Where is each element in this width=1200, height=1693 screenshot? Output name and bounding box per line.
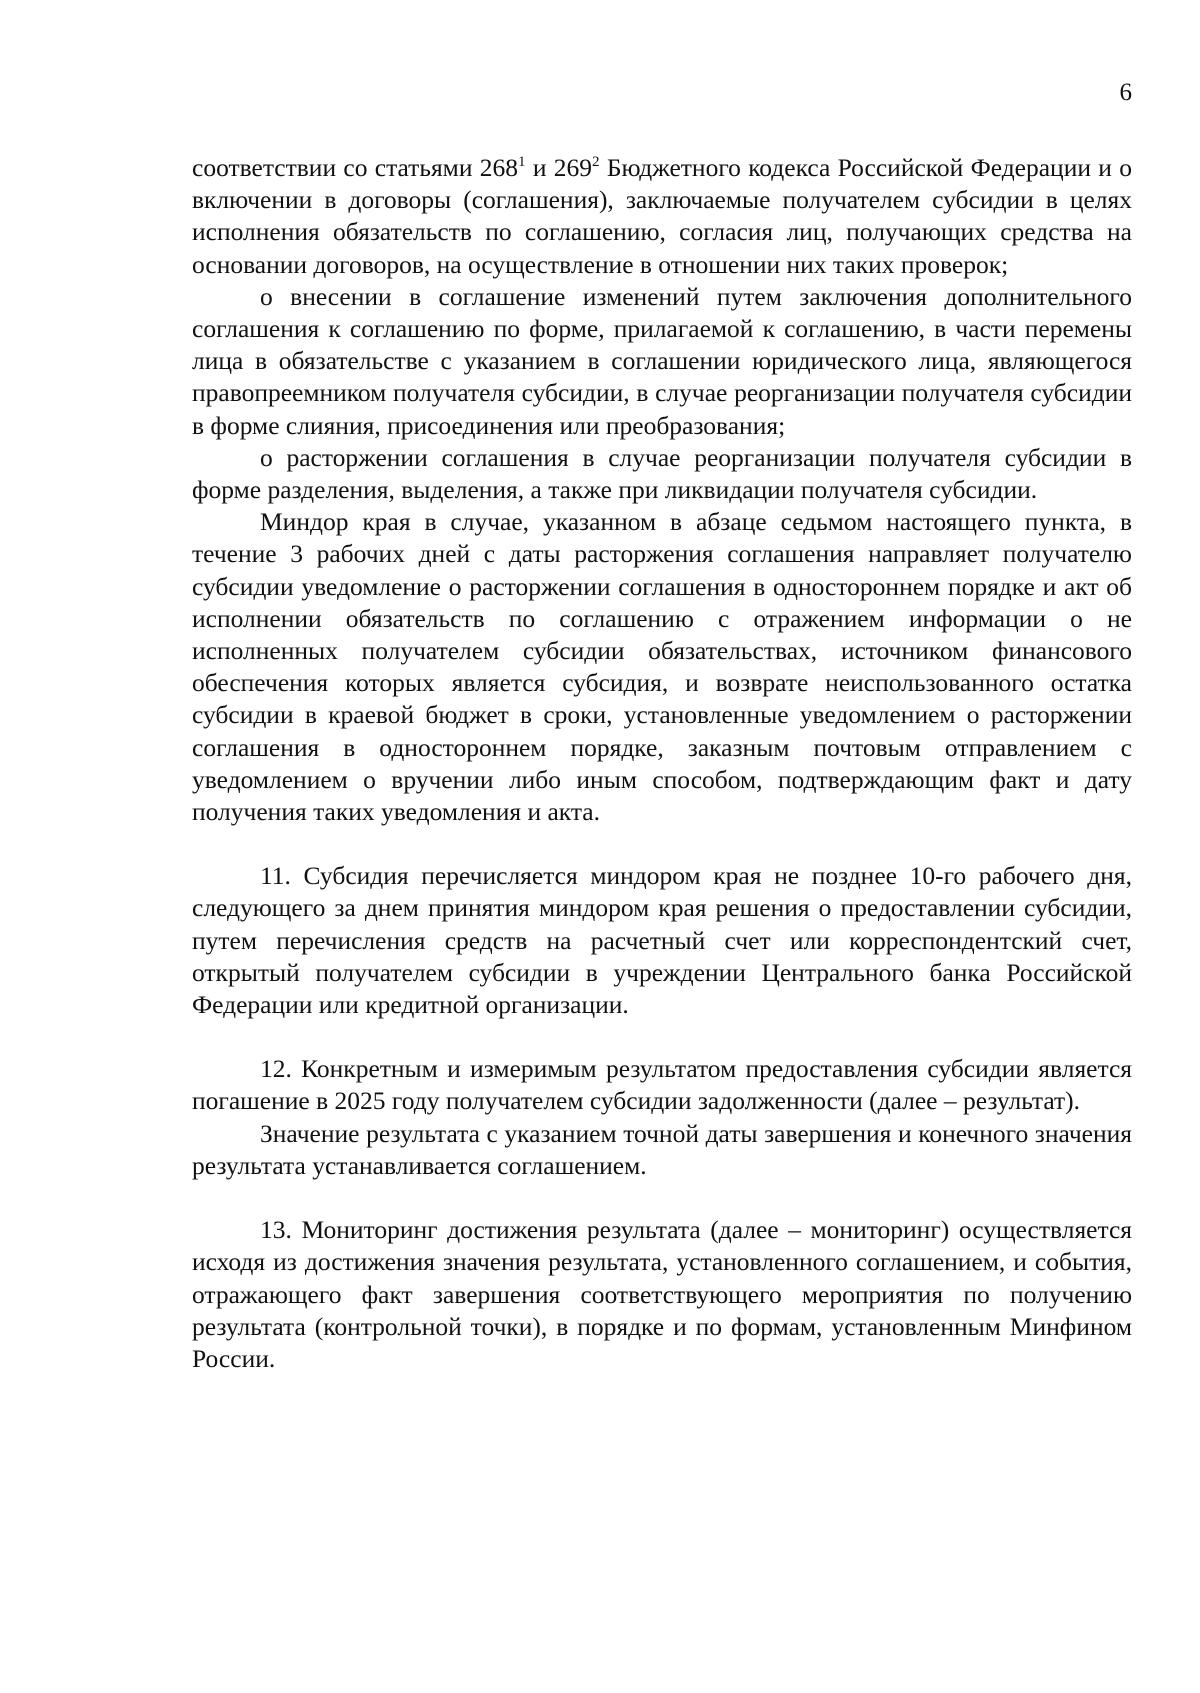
paragraph-11: 11. Субсидия перечисляется миндором края не позднее 10-го рабочего дня, следующего за днем принятия миндором края решения о предоставлении субсидии, путем перечисления средств на расчетный счет или корреспондентский счет, открытый получателем субсидии в учреждении Центрального банка Российской Федерации или кредитной организации. (192, 861, 1132, 1020)
page-number: 6 (1119, 79, 1132, 106)
paragraph-spacer (192, 1021, 1132, 1053)
paragraph-text: и 269 (525, 153, 593, 182)
superscript: 2 (592, 153, 600, 170)
paragraph-text: соответствии со статьями 268 (192, 153, 519, 182)
paragraph-spacer (192, 1182, 1132, 1214)
paragraph-termination: о расторжении соглашения в случае реорганизации получателя субсидии в форме разделения, выделения, а также при ликвидации получателя субсидии. (192, 442, 1132, 505)
paragraph-12: 12. Конкретным и измеримым результатом предоставления субсидии является погашение в 2025 году получателем субсидии задолженности (далее – результат). (192, 1054, 1132, 1116)
paragraph-12-result-value: Значение результата с указанием точной даты завершения и конечного значения результата устанавливается соглашением. (192, 1118, 1132, 1180)
paragraph-notice: Миндор края в случае, указанном в абзаце седьмом настоящего пункта, в течение 3 рабочих дней с даты расторжения соглашения направляет получателю субсидии уведомление о расторжении соглашения в одностороннем порядке и акт об исполнении обязательств по соглашению с отражением информации о не исполненных получателем субсидии обязательствах, источником финансового обеспечения которых является субсидия, и возврате неиспользованного остатка субсидии в краевой бюджет в сроки, установленные уведомлением о расторжении соглашения в одностороннем порядке, заказным почтовым отправлением с уведомлением о вручении либо иным способом, подтверждающим факт и дату получения таких уведомления и акта. (192, 507, 1132, 827)
paragraph-continuation (192, 152, 1132, 281)
document-body (192, 152, 1132, 1375)
superscript: 1 (518, 153, 526, 170)
paragraph-text: Бюджетного кодекса Российской Федерации и о включении в договоры (соглашения), заключаемые получателем субсидии в целях исполнения обязательств по соглашению, согласия лиц, получающих средства на основании договоров, на осуществление в отношении них таких проверок; (192, 153, 1132, 279)
paragraph-amendment: о внесении в соглашение изменений путем заключения дополнительного соглашения к соглашению по форме, прилагаемой к соглашению, в части перемены лица в обязательстве с указанием в соглашении юридического лица, являющегося правопреемником получателя субсидии, в случае реорганизации получателя субсидии в форме слияния, присоединения или преобразования; (192, 281, 1132, 440)
paragraph-spacer (192, 828, 1132, 860)
paragraph-13: 13. Мониторинг достижения результата (далее – мониторинг) осуществляется исходя из достижения значения результата, установленного соглашением, и события, отражающего факт завершения соответствующего мероприятия по получению результата (контрольной точки), в порядке и по формам, установленным Минфином России. (192, 1215, 1132, 1373)
